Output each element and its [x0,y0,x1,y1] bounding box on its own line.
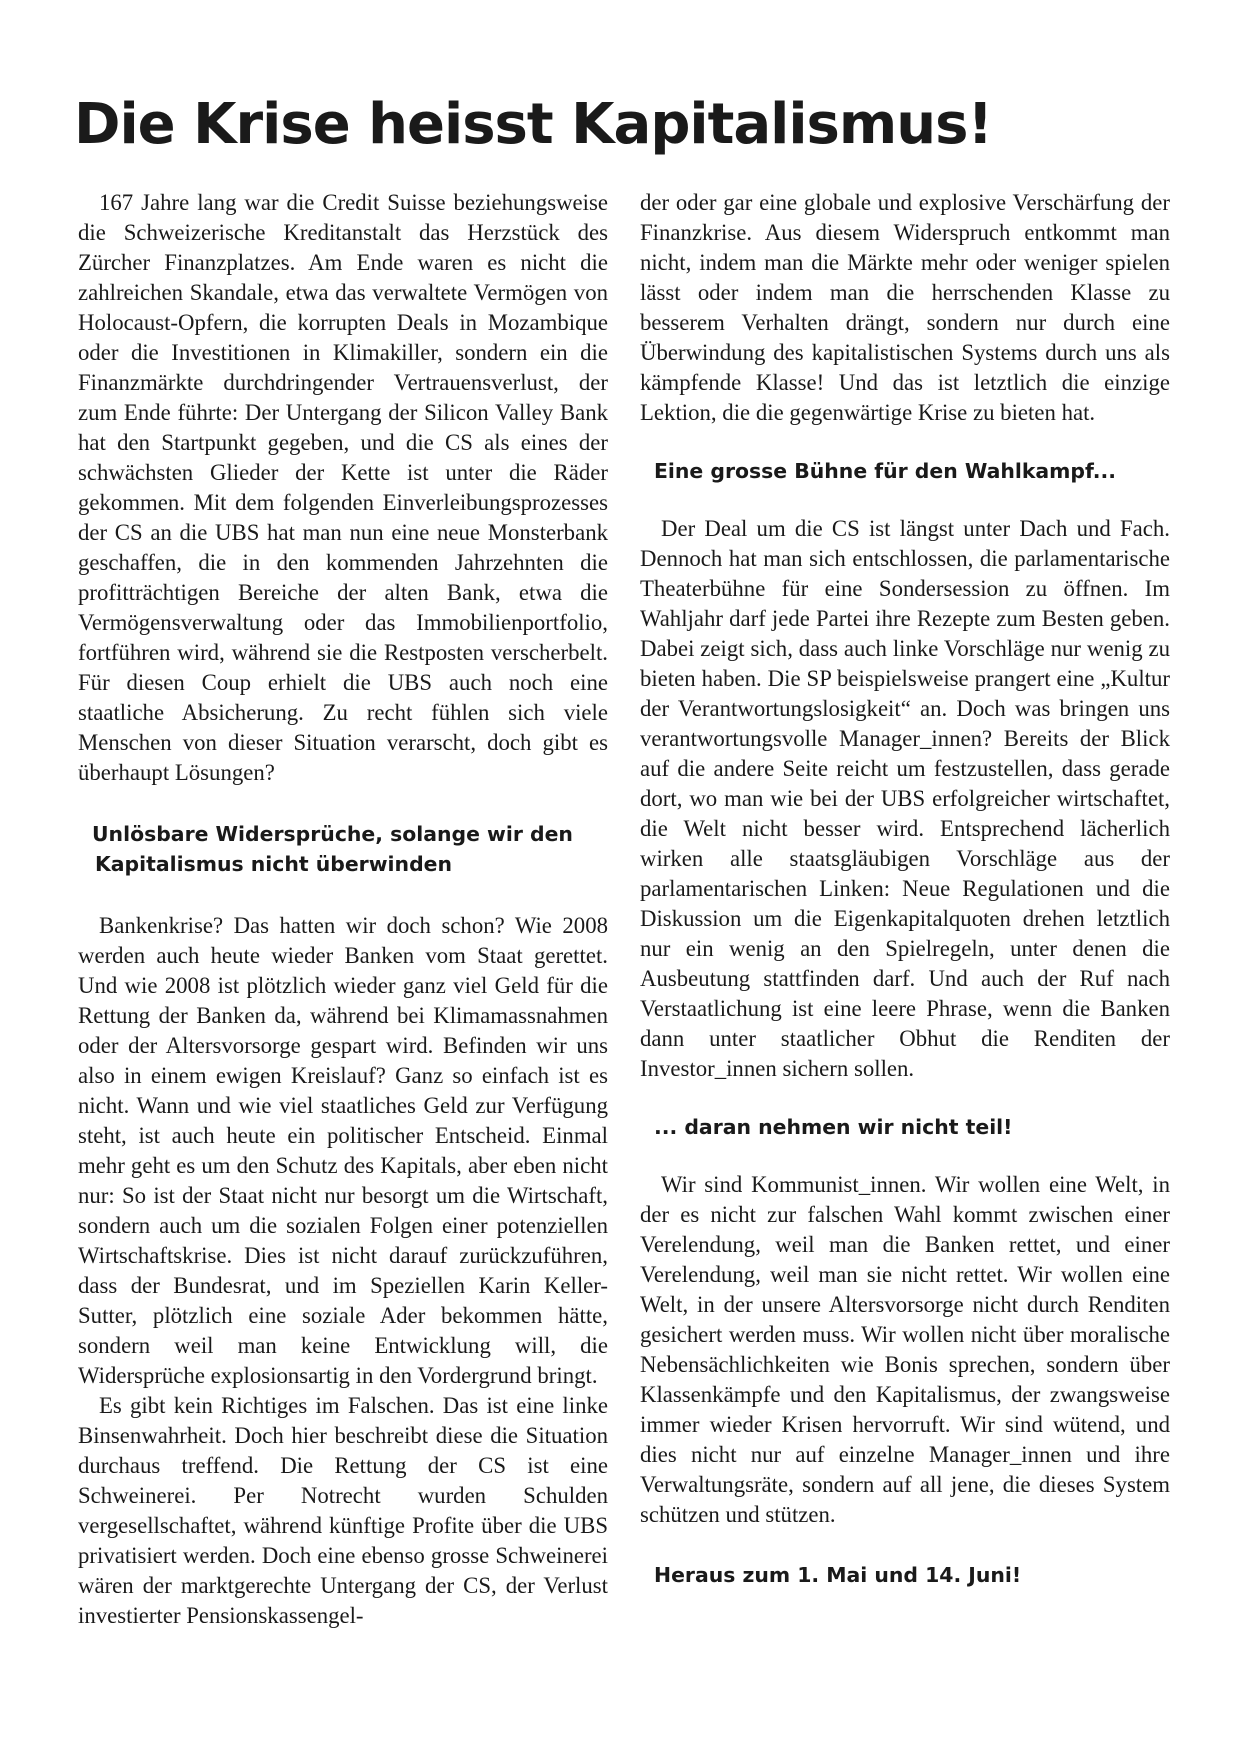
paragraph-continuation: der oder gar eine globale und explosive Verschärfung der Finanzkrise. Aus diesem Widerspruch entkommt man nicht, indem man die Märkte mehr oder weniger spielen lässt oder indem man die herrschenden Klasse zu besserem Verhalten drängt, sondern nur durch eine Überwindung des kapitalistischen Systems durch uns als kämpfende Klasse! Und das ist letztlich die einzige Lektion, die die gegenwärtige Krise zu bieten hat. [640,190,1170,425]
paragraph-kommunist-innen: Wir sind Kommunist_innen. Wir wollen eine Welt, in der es nicht zur falschen Wahl kommt zwischen einer Verelendung, weil man die Banken rettet, und einer Verelendung, weil man sie nicht rettet. Wir wollen eine Welt, in der unsere Altersvorsorge nicht durch Renditen gesichert werden muss. Wir wollen nicht über moralische Nebensächlichkeiten wie Bonis sprechen, sondern über Klassenkämpfe und den Kapitalismus, der zwangsweise immer wieder Krisen hervorruft. Wir sind wütend, und dies nicht nur auf einzelne Manager_innen und ihre Verwaltungsräte, sondern auf all jene, die dieses System schützen und stützen. [640,1172,1170,1527]
section-heading-unloesbare-widersprueche [78,819,608,879]
section-heading-nicht-teil: ... daran nehmen wir nicht teil! [654,1115,1013,1139]
section-heading-buehne-wahlkampf: Eine grosse Bühne für den Wahlkampf... [654,459,1117,483]
section-heading-line-2: Kapitalismus nicht überwinden [95,852,453,876]
article-title: Die Krise heisst Kapitalismus! [74,92,992,157]
left-column [78,188,608,1631]
right-column [640,188,1170,1590]
closing-slogan: Heraus zum 1. Mai und 14. Juni! [654,1563,1022,1587]
paragraph-kein-richtiges: Es gibt kein Richtiges im Falschen. Das ist eine linke Binsenwahrheit. Doch hier beschreibt diese die Situation durchaus treffend. Die Rettung der CS ist eine Schweinerei. Per Notrecht wurden Schulden vergesellschaftet, während künftige Profite über die UBS privatisiert werden. Doch eine ebenso grosse Schweinerei wären der marktgerechte Untergang der CS, der Verlust investierter Pensionskassengel- [78,1393,608,1628]
section-heading-line-1: Unlösbare Widersprüche, solange wir den [92,822,573,846]
paragraph-bankenkrise: Bankenkrise? Das hatten wir doch schon? Wie 2008 werden auch heute wieder Banken vom Staat gerettet. Und wie 2008 ist plötzlich wieder ganz viel Geld für die Rettung der Banken da, während bei Klimamassnahmen oder der Altersvorsorge gespart wird. Befinden wir uns also in einem ewigen Kreislauf? Ganz so einfach ist es nicht. Wann und wie viel staatliches Geld zur Verfügung steht, ist auch heute ein politischer Entscheid. Einmal mehr geht es um den Schutz des Kapitals, aber eben nicht nur: So ist der Staat nicht nur besorgt um die Wirtschaft, sondern auch um die sozialen Folgen einer potenziellen Wirtschaftskrise. Dies ist nicht darauf zurückzuführen, dass der Bundesrat, und im Speziellen Karin Keller-Sutter, plötzlich eine soziale Ader bekommen hätte, sondern weil man keine Entwicklung will, die Widersprüche explosionsartig in den Vordergrund bringt. [78,913,608,1388]
paragraph-deal-cs: Der Deal um die CS ist längst unter Dach und Fach. Dennoch hat man sich entschlossen, die parlamentarische Theaterbühne für eine Sondersession zu öffnen. Im Wahljahr darf jede Partei ihre Rezepte zum Besten geben. Dabei zeigt sich, dass auch linke Vorschläge nur wenig zu bieten haben. Die SP beispielsweise prangert eine „Kultur der Verantwortungslosigkeit“ an. Doch was bringen uns verantwortungsvolle Manager_innen? Bereits der Blick auf die andere Seite reicht um festzustellen, dass gerade dort, wo man wie bei der UBS erfolgreicher wirtschaftet, die Welt nicht besser wird. Entsprechend lächerlich wirken alle staatsgläubigen Vorschläge aus der parlamentarischen Linken: Neue Regulationen und die Diskussion um die Eigenkapitalquoten drehen letztlich nur ein wenig an den Spielregeln, unter denen die Ausbeutung stattfinden darf. Und auch der Ruf nach Verstaatlichung ist eine leere Phrase, wenn die Banken dann unter staatlicher Obhut die Renditen der Investor_innen sichern sollen. [640,516,1170,1081]
paragraph-intro: 167 Jahre lang war die Credit Suisse beziehungsweise die Schweizerische Kreditanstalt das Herzstück des Zürcher Finanzplatzes. Am Ende waren es nicht die zahlreichen Skandale, etwa das verwaltete Vermögen von Holocaust-Opfern, die korrupten Deals in Mozambique oder die Investitionen in Klimakiller, sondern ein die Finanzmärkte durchdringender Vertrauensverlust, der zum Ende führte: Der Untergang der Silicon Valley Bank hat den Startpunkt gegeben, und die CS als eines der schwächsten Glieder der Kette ist unter die Räder gekommen. Mit dem folgenden Einverleibungsprozesses der CS an die UBS hat man nun eine neue Monsterbank geschaffen, die in den kommenden Jahrzehnten die profitträchtigen Bereiche der alten Bank, etwa die Vermögensverwaltung oder das Immobilienportfolio, fortführen wird, während sie die Restposten verscherbelt. Für diesen Coup erhielt die UBS auch noch eine staatliche Absicherung. Zu recht fühlen sich viele Menschen von dieser Situation verarscht, doch gibt es überhaupt Lösungen? [78,190,608,785]
